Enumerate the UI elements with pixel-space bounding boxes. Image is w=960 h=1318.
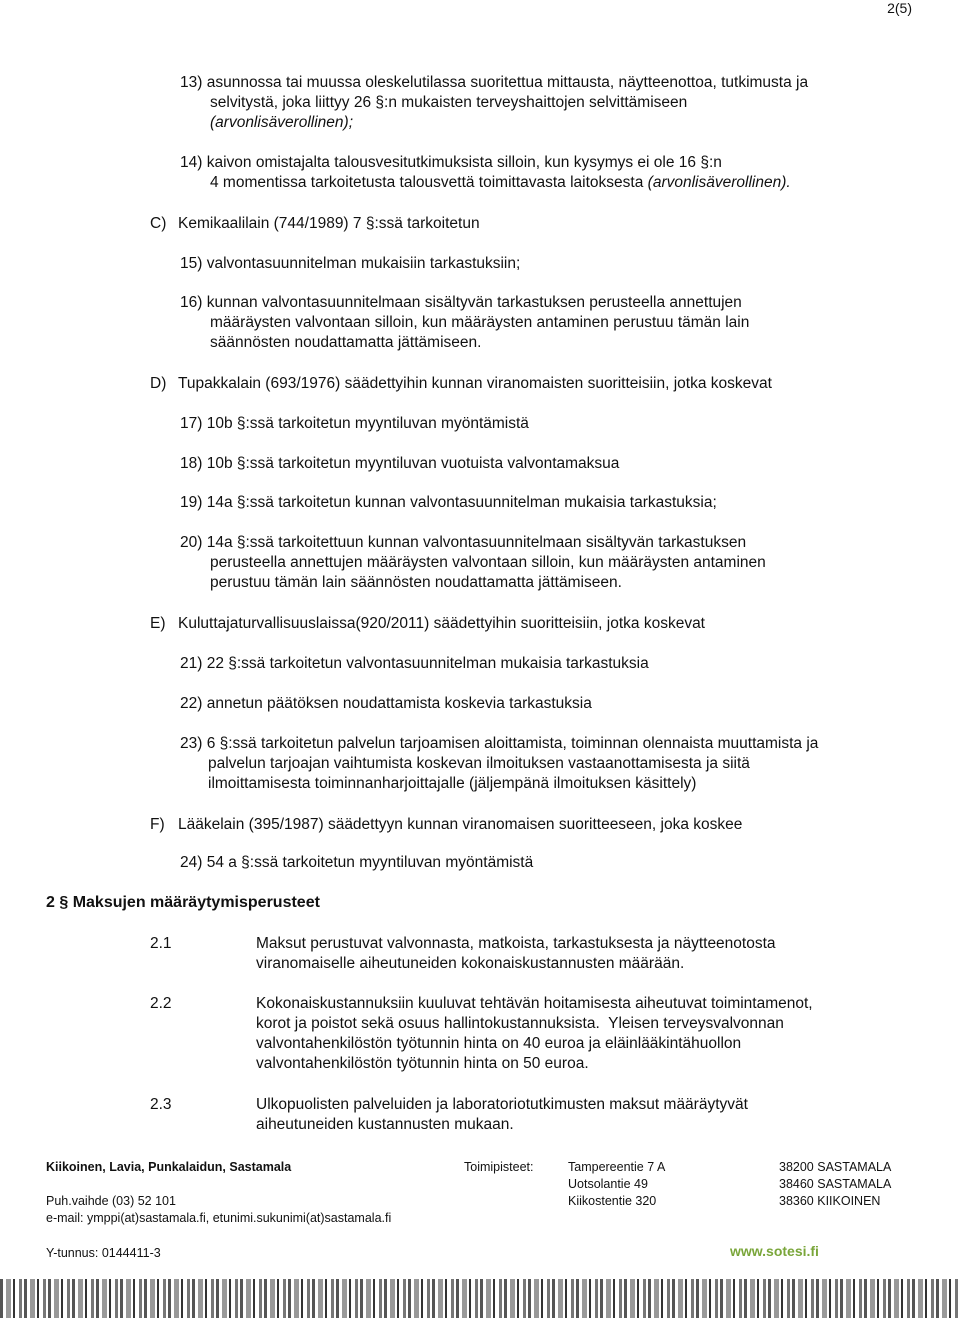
item-24: 24) 54 a §:ssä tarkoitetun myyntiluvan myöntämistä xyxy=(180,854,534,871)
item-20-line-3: perustuu tämän lain säännösten noudattamatta jättämiseen. xyxy=(210,574,622,591)
paragraph-2-2-line-4: valvontahenkilöstön työtunnin hinta on 50 euroa. xyxy=(256,1055,589,1072)
section-e-text: Kuluttajaturvallisuuslaissa(920/2011) säädettyihin suoritteisiin, jotka koskevat xyxy=(178,615,705,632)
item-17: 17) 10b §:ssä tarkoitetun myyntiluvan myöntämistä xyxy=(180,415,529,432)
item-13-line-1: 13) asunnossa tai muussa oleskelutilassa suoritettua mittausta, näytteenottoa, tutkimusta ja xyxy=(180,74,809,91)
item-20-line-1: 20) 14a §:ssä tarkoitettuun kunnan valvontasuunnitelmaan sisältyvän tarkastuksen xyxy=(180,534,747,551)
item-14-vat-note: (arvonlisäverollinen). xyxy=(647,174,791,191)
section-c-label: C) xyxy=(150,215,167,232)
section-d-label: D) xyxy=(150,375,167,392)
item-20-line-2: perusteella annettujen määräysten valvontaan silloin, kun määräysten antaminen xyxy=(210,554,766,571)
footer-business-id: Y-tunnus: 0144411-3 xyxy=(46,1246,161,1260)
item-23-line-1: 23) 6 §:ssä tarkoitetun palvelun tarjoamisen aloittamista, toiminnan olennaista muuttamista ja xyxy=(180,735,819,752)
item-18: 18) 10b §:ssä tarkoitetun myyntiluvan vuotuista valvontamaksua xyxy=(180,455,620,472)
paragraph-2-2-line-2: korot ja poistot sekä osuus hallintokustannuksista. Yleisen terveysvalvonnan xyxy=(256,1015,784,1032)
paragraph-2-1 xyxy=(150,934,776,974)
item-20 xyxy=(180,533,766,593)
section-e-label: E) xyxy=(150,615,166,632)
item-19: 19) 14a §:ssä tarkoitetun kunnan valvontasuunnitelman mukaisia tarkastuksia; xyxy=(180,494,717,511)
paragraph-2-2-number: 2.2 xyxy=(150,995,172,1012)
page-number: 2(5) xyxy=(887,0,912,16)
item-16-line-3: säännösten noudattamatta jättämiseen. xyxy=(210,334,482,351)
paragraph-2-2-line-1: Kokonaiskustannuksiin kuuluvat tehtävän hoitamisesta aiheutuvat toimintamenot, xyxy=(256,995,813,1012)
section-c xyxy=(150,214,480,234)
item-13 xyxy=(180,73,808,133)
section-d xyxy=(150,374,772,394)
footer-offices-label: Toimipisteet: xyxy=(464,1160,534,1174)
footer-address: Tampereentie 7 A xyxy=(568,1160,666,1174)
footer-address: Uotsolantie 49 xyxy=(568,1177,648,1191)
section-2-heading: 2 § Maksujen määräytymisperusteet xyxy=(46,894,320,911)
section-f xyxy=(150,815,742,835)
footer-addresses xyxy=(568,1159,665,1210)
item-15: 15) valvontasuunnitelman mukaisiin tarkastuksiin; xyxy=(180,255,521,272)
paragraph-2-2-line-3: valvontahenkilöstön työtunnin hinta on 40 euroa ja eläinlääkintähuollon xyxy=(256,1035,742,1052)
item-14-line-2 xyxy=(180,173,791,193)
footer-postcodes xyxy=(779,1159,891,1210)
footer-postcode: 38200 SASTAMALA xyxy=(779,1160,892,1174)
item-13-line-2: selvitystä, joka liittyy 26 §:n mukaisten terveyshaittojen selvittämiseen xyxy=(210,94,688,111)
item-13-line-3: (arvonlisäverollinen); xyxy=(210,114,354,131)
footer-website-link[interactable]: www.sotesi.fi xyxy=(730,1243,819,1259)
footer-postcode: 38360 KIIKOINEN xyxy=(779,1194,881,1208)
item-16 xyxy=(180,293,749,353)
footer-organization: Kiikoinen, Lavia, Punkalaidun, Sastamala xyxy=(46,1160,292,1174)
section-c-text: Kemikaalilain (744/1989) 7 §:ssä tarkoitetun xyxy=(178,215,480,232)
item-23-line-3: ilmoittamisesta toiminnanharjoittajalle (jäljempänä ilmoituksen käsittely) xyxy=(208,775,697,792)
item-14 xyxy=(180,153,791,193)
footer-address: Kiikostentie 320 xyxy=(568,1194,657,1208)
item-22: 22) annetun päätöksen noudattamista koskevia tarkastuksia xyxy=(180,695,592,712)
decorative-stripe-band xyxy=(0,1279,960,1318)
paragraph-2-1-number: 2.1 xyxy=(150,935,172,952)
footer-phone: Puh.vaihde (03) 52 101 xyxy=(46,1194,176,1208)
paragraph-2-1-line-2: viranomaiselle aiheutuneiden kokonaiskustannusten määrään. xyxy=(256,955,685,972)
footer-email[interactable]: e-mail: ymppi(at)sastamala.fi, etunimi.sukunimi(at)sastamala.fi xyxy=(46,1211,392,1225)
paragraph-2-1-line-1: Maksut perustuvat valvonnasta, matkoista, tarkastuksesta ja näytteenotosta xyxy=(256,935,776,952)
paragraph-2-3-line-1: Ulkopuolisten palveluiden ja laboratoriotutkimusten maksut määräytyvät xyxy=(256,1096,748,1113)
item-23-line-2: palvelun tarjoajan vaihtumista koskevan ilmoituksen vastaanottamisesta ja siitä xyxy=(208,755,750,772)
section-d-text: Tupakkalain (693/1976) säädettyihin kunnan viranomaisten suoritteisiin, jotka koskevat xyxy=(178,375,772,392)
section-e xyxy=(150,614,705,634)
section-f-label: F) xyxy=(150,816,165,833)
paragraph-2-3-line-2: aiheutuneiden kustannusten mukaan. xyxy=(256,1116,514,1133)
item-14-line-1: 14) kaivon omistajalta talousvesitutkimuksista silloin, kun kysymys ei ole 16 §:n xyxy=(180,154,722,171)
item-21: 21) 22 §:ssä tarkoitetun valvontasuunnitelman mukaisia tarkastuksia xyxy=(180,655,649,672)
item-16-line-1: 16) kunnan valvontasuunnitelmaan sisältyvän tarkastuksen perusteella annettujen xyxy=(180,294,742,311)
paragraph-2-3 xyxy=(150,1095,748,1135)
item-14-line-2-text: 4 momentissa tarkoitetusta talousvettä toimittavasta laitoksesta xyxy=(210,174,648,191)
item-16-line-2: määräysten valvontaan silloin, kun määräysten antaminen perustuu tämän lain xyxy=(210,314,750,331)
item-23 xyxy=(180,734,818,794)
footer-postcode: 38460 SASTAMALA xyxy=(779,1177,892,1191)
paragraph-2-3-number: 2.3 xyxy=(150,1096,172,1113)
section-f-text: Lääkelain (395/1987) säädettyyn kunnan viranomaisen suoritteeseen, joka koskee xyxy=(178,816,743,833)
paragraph-2-2 xyxy=(150,994,813,1074)
